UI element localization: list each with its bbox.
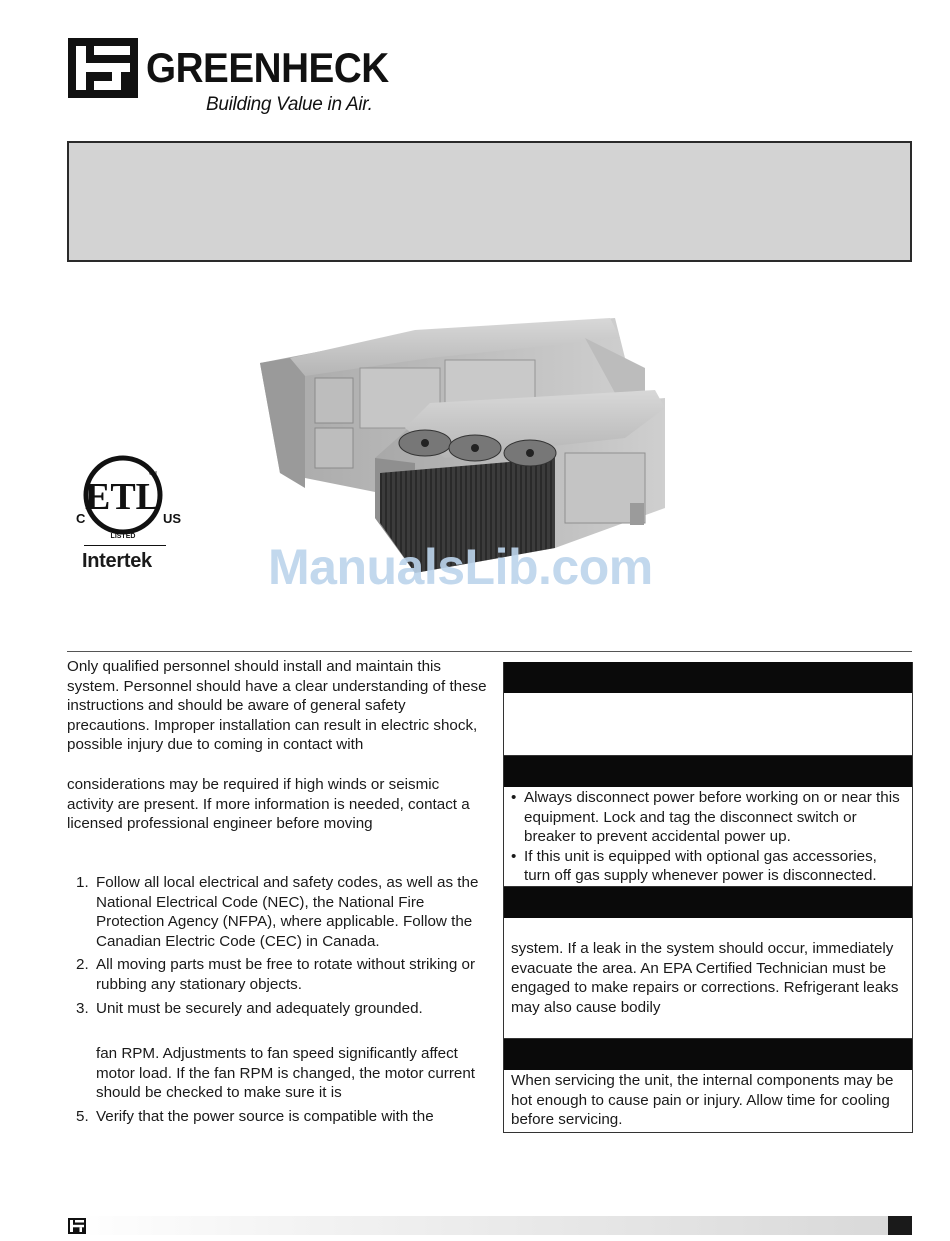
list-item [67, 955, 487, 994]
list-item [67, 1044, 487, 1103]
list-item [67, 1107, 487, 1127]
etl-us-text: US [163, 511, 182, 526]
intro-paragraph: Only qualified personnel should install and maintain this system. Personnel should have a clear understanding of these instructions and should be aware of general safety precautions. Improper installation can result in electric shock, possible injury due to coming in contact with [67, 658, 487, 754]
warning-panel-4 [503, 1039, 913, 1133]
etl-cm-text: CM [149, 471, 157, 477]
step-text: Verify that the power source is compatible with the [96, 1107, 434, 1125]
etl-mark-text: ETL [84, 476, 162, 518]
watermark-text: ManualsLib.com [268, 539, 653, 595]
warning-panel-header [504, 887, 912, 918]
warning-panel-body [504, 787, 912, 886]
step-number: 3. [76, 999, 89, 1017]
etl-listed-text: LISTED [110, 533, 136, 540]
step-number: 5. [76, 1107, 89, 1125]
page-number-box [888, 1216, 912, 1235]
footer-bar [67, 1216, 912, 1235]
warning-panel-body [504, 693, 912, 755]
warning-panel-header [504, 1039, 912, 1070]
greenheck-footer-icon [68, 1218, 86, 1234]
bullet-text: Always disconnect power before working on or near this equipment. Lock and tag the disconnect switch or breaker to prevent accidental power up. [524, 789, 900, 846]
power-warning-list [511, 788, 906, 886]
etl-c-text: C [76, 511, 86, 526]
safety-text-column [67, 657, 487, 1127]
bullet-text: If this unit is equipped with optional gas accessories, turn off gas supply whenever power is disconnected. [524, 847, 877, 885]
brand-name: GREENHECK [146, 44, 389, 91]
list-item [67, 999, 487, 1019]
brand-tagline: Building Value in Air. [206, 94, 373, 115]
etl-certification [76, 455, 186, 575]
step-text: Unit must be securely and adequately grounded. [96, 999, 423, 1017]
step-number: 2. [76, 956, 89, 974]
refrigerant-warning-text: system. If a leak in the system should occur, immediately evacuate the area. An EPA Certified Technician must be engaged to make repairs or corrections. Refrigerant leaks may also cause bodily [511, 940, 899, 1016]
step-number: 1. [76, 874, 89, 891]
warning-panels [503, 662, 913, 1133]
note-paragraph: considerations may be required if high winds or seismic activity are present. If more information is needed, contact a licensed professional engineer before moving [67, 776, 470, 833]
intertek-name: Intertek [82, 550, 152, 572]
step-text: fan RPM. Adjustments to fan speed significantly affect motor load. If the fan RPM is changed, the motor current should be checked to make sure it is [96, 1045, 476, 1102]
etl-listed-icon [76, 455, 186, 545]
warning-panel-header [504, 756, 912, 787]
step-text: Follow all local electrical and safety codes, as well as the National Electrical Code (NEC), the National Fire Protection Agency (NFPA), where applicable. Follow the Canadian Electric Code (CEC) in Canada. [96, 874, 479, 950]
list-item: • If this unit is equipped with optional gas accessories, turn off gas supply whenever power is disconnected. [511, 847, 877, 885]
greenheck-logo-icon [68, 38, 138, 98]
warning-panel-1 [503, 662, 913, 756]
title-banner [67, 141, 912, 262]
greenheck-logo [68, 38, 398, 118]
hot-surface-warning-text: When servicing the unit, the internal components may be hot enough to cause pain or injury. Allow time for cooling before servicing. [511, 1072, 894, 1129]
section-divider [67, 651, 912, 652]
list-item: • Always disconnect power before working on or near this equipment. Lock and tag the disconnect switch or breaker to prevent accidental power up. [511, 789, 900, 846]
list-item [67, 873, 487, 951]
step-text: All moving parts must be free to rotate without striking or rubbing any stationary objects. [96, 956, 476, 993]
warning-panel-3 [503, 887, 913, 1039]
safety-steps-list [67, 873, 487, 1127]
warning-panel-2 [503, 756, 913, 887]
warning-panel-header [504, 662, 912, 693]
